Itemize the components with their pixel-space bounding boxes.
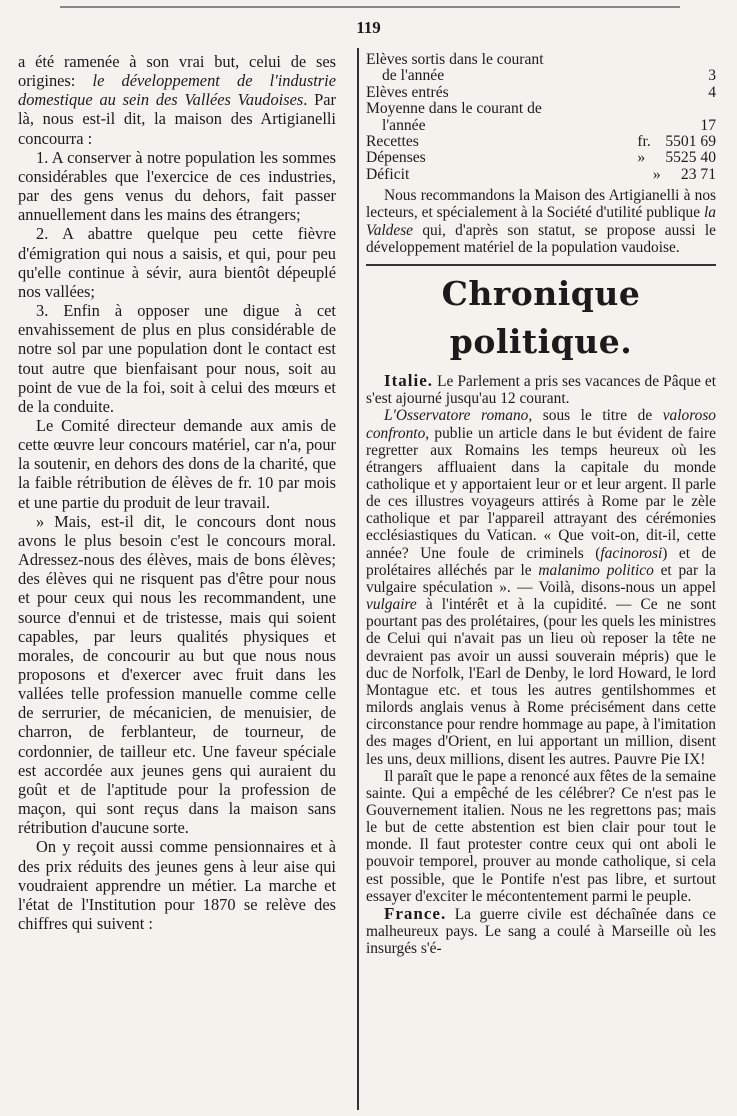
stat-row [366, 52, 716, 68]
country-heading-italie: Italie. [384, 371, 434, 391]
stat-row [366, 167, 716, 183]
chronique-title: Chronique politique. [441, 274, 641, 362]
italie-paragraph-1: Italie. Le Parlement a pris ses vacances de Pâque et s'est ajourné jusqu'au 12 courant. [366, 371, 716, 408]
stat-value [653, 167, 716, 183]
list-item-1: 1. A conserver à notre population les sommes considérables que l'exercice de ces industries, par des gens venus du dehors, fait passer annuellement dans les mains des étrangers; [18, 147, 336, 225]
italie-paragraph-2: L'Osservatore romano, sous le titre de valoroso confronto, publie un article dans le but évident de faire regretter aux Romains les temps heureux où les étrangers affluaient dans la capitale du monde catholique et y apportaient leur or et leur argent. Il parle de ces illustres voyageurs attirés à Rome par le zèle catholique et par l'appareil attrayant des cérémonies ecclésiastiques du Vatican. « Que voit-on, dit-il, cette année? Une foule de criminels (facinorosi) et de prolétaires alléchés par le malanimo politico et par la vulgaire spéculation ». — Voilà, disons-nous un appel vulgaire à l'intérêt et à la cupidité. — Ce ne sont pourtant pas des prolétaires, (pour les quels les ministres de Celui qui n'avait pas un lieu où reposer la tête ne devraient pas avoir un aussi souverain mépris) que le duc de Norfolk, l'Earl de Denby, le lord Howard, le lord Montague etc. et tous les autres gentilshommes et milords anglais venus à Rome précisément dans cette circonstance pour rendre hommage au pape, à l'imitation des mages d'Orient, en lui apportant un million, disent les uns, deux millions, disent les autres. Pauvre Pie IX! [366, 407, 716, 768]
statistics-table [366, 52, 716, 183]
stat-label: Elèves sortis dans le courant [366, 52, 544, 68]
stat-row [366, 118, 716, 134]
stat-number: 23 71 [680, 165, 716, 183]
stat-row [366, 85, 716, 101]
stat-number: 4 [708, 83, 716, 101]
recommendation-paragraph: Nous recommandons la Maison des Artigianelli à nos lecteurs, et spécialement à la Société d'utilité publique la Valdese qui, d'après son statut, se propose aussi le développement matériel de la population vaudoise. [366, 187, 716, 256]
stat-value [700, 118, 716, 134]
stat-currency: » [652, 165, 661, 183]
stat-currency: » [637, 149, 646, 167]
stat-label: de l'année [382, 67, 445, 85]
stat-number: 17 [700, 116, 716, 134]
stat-label: l'année [382, 116, 426, 134]
stat-row [366, 101, 716, 117]
stat-value [708, 68, 716, 84]
stat-row [366, 150, 716, 166]
france-paragraph: France. La guerre civile est déchaînée dans ce malheureux pays. Le sang a coulé à Marseille où les insurgés s'é- [366, 903, 716, 958]
boarders-paragraph: On y reçoit aussi comme pensionnaires et à des prix réduits des jeunes gens à leur aise qui voudraient apprendre un métier. La marche et l'état de l'Institution pour 1870 se relève des chiffres qui suivent : [18, 837, 336, 934]
italie-paragraph-3: Il paraît que le pape a renoncé aux fêtes de la semaine sainte. Qui a empêché de les célébrer? Ce n'est pas le Gouvernement italien. Nous ne les regrettons pas; mais le but de cette abstention est bien clair pour tout le monde. Il faut protester contre ceux qui ont aboli le pouvoir temporel, prouver au monde catholique, si cela est possible, que le Pontife n'est pas libre, et surtout essayer d'exciter le mécontentement parmi le peuple. [366, 767, 716, 905]
top-rule [60, 6, 680, 8]
list-item-3: 3. Enfin à opposer une digue à cet envahissement de plus en plus considérable de notre sol par une population dont le contact est tout autre que bienfaisant pour nous, soit au point de vue de la foi, soit à celui des mœurs et de la conduite. [18, 301, 336, 416]
stat-label: Elèves entrés [366, 83, 449, 101]
stat-value [708, 85, 716, 101]
country-heading-france: France. [384, 903, 447, 923]
section-rule [366, 264, 716, 266]
stat-number: 3 [708, 67, 716, 85]
stat-label: Déficit [366, 165, 410, 183]
moral-support-paragraph: » Mais, est-il dit, le concours dont nous avons le plus besoin c'est le concours moral. Adressez-nous des élèves, mais de bons élèves; des élèves qui ne risquent pas d'être pour nous et pour ceux qui nous les recommandent, une source d'ennui et de tristesse, mais qui soient capables, par leurs qualités physiques et morales, de concourir au but que nous nous proposons et d'exercer avec fruit dans les vallées telle profession manuelle comme celle de serrurier, de mécanicien, de menuisier, de charron, de ferblanteur, de tourneur, de cordonnier, de tailleur etc. Une faveur spéciale est accordée aux jeunes gens qui auraient du goût et de l'aptitude pour la profession de maçon, qui sont reçus dans la maison sans rétribution d'aucune sorte. [18, 511, 336, 838]
stat-currency: fr. [637, 133, 651, 151]
committee-paragraph: Le Comité directeur demande aux amis de cette œuvre leur concours matériel, car n'a, pour la soutenir, en dehors des dons de la charité, que la faible rétribution de élèves de fr. 10 par mois et une partie du produit de leur travail. [18, 415, 336, 512]
left-column [18, 52, 336, 1110]
column-divider [357, 48, 359, 1110]
intro-paragraph: a été ramenée à son vrai but, celui de ses origines: le développement de l'industrie domestique au sein des Vallées Vaudoises. Par là, nous est-il dit, la maison des Artigianelli concourra : [18, 52, 336, 148]
stat-value [637, 150, 716, 166]
page-number: 119 [356, 18, 381, 37]
stat-label: Dépenses [366, 149, 426, 167]
stat-label: Moyenne dans le courant de [366, 100, 542, 118]
right-column [366, 52, 716, 1110]
stat-row [366, 134, 716, 150]
stat-number: 5525 40 [665, 149, 716, 167]
stat-label: Recettes [366, 133, 419, 151]
list-item-2: 2. A abattre quelque peu cette fièvre d'émigration qui nous a saisis, et qui, pour peu qu'elle continue à sévir, aura bientôt dépeuplé nos vallées; [18, 224, 336, 301]
stat-value [637, 134, 716, 150]
stat-number: 5501 69 [665, 133, 716, 151]
stat-row [366, 68, 716, 84]
